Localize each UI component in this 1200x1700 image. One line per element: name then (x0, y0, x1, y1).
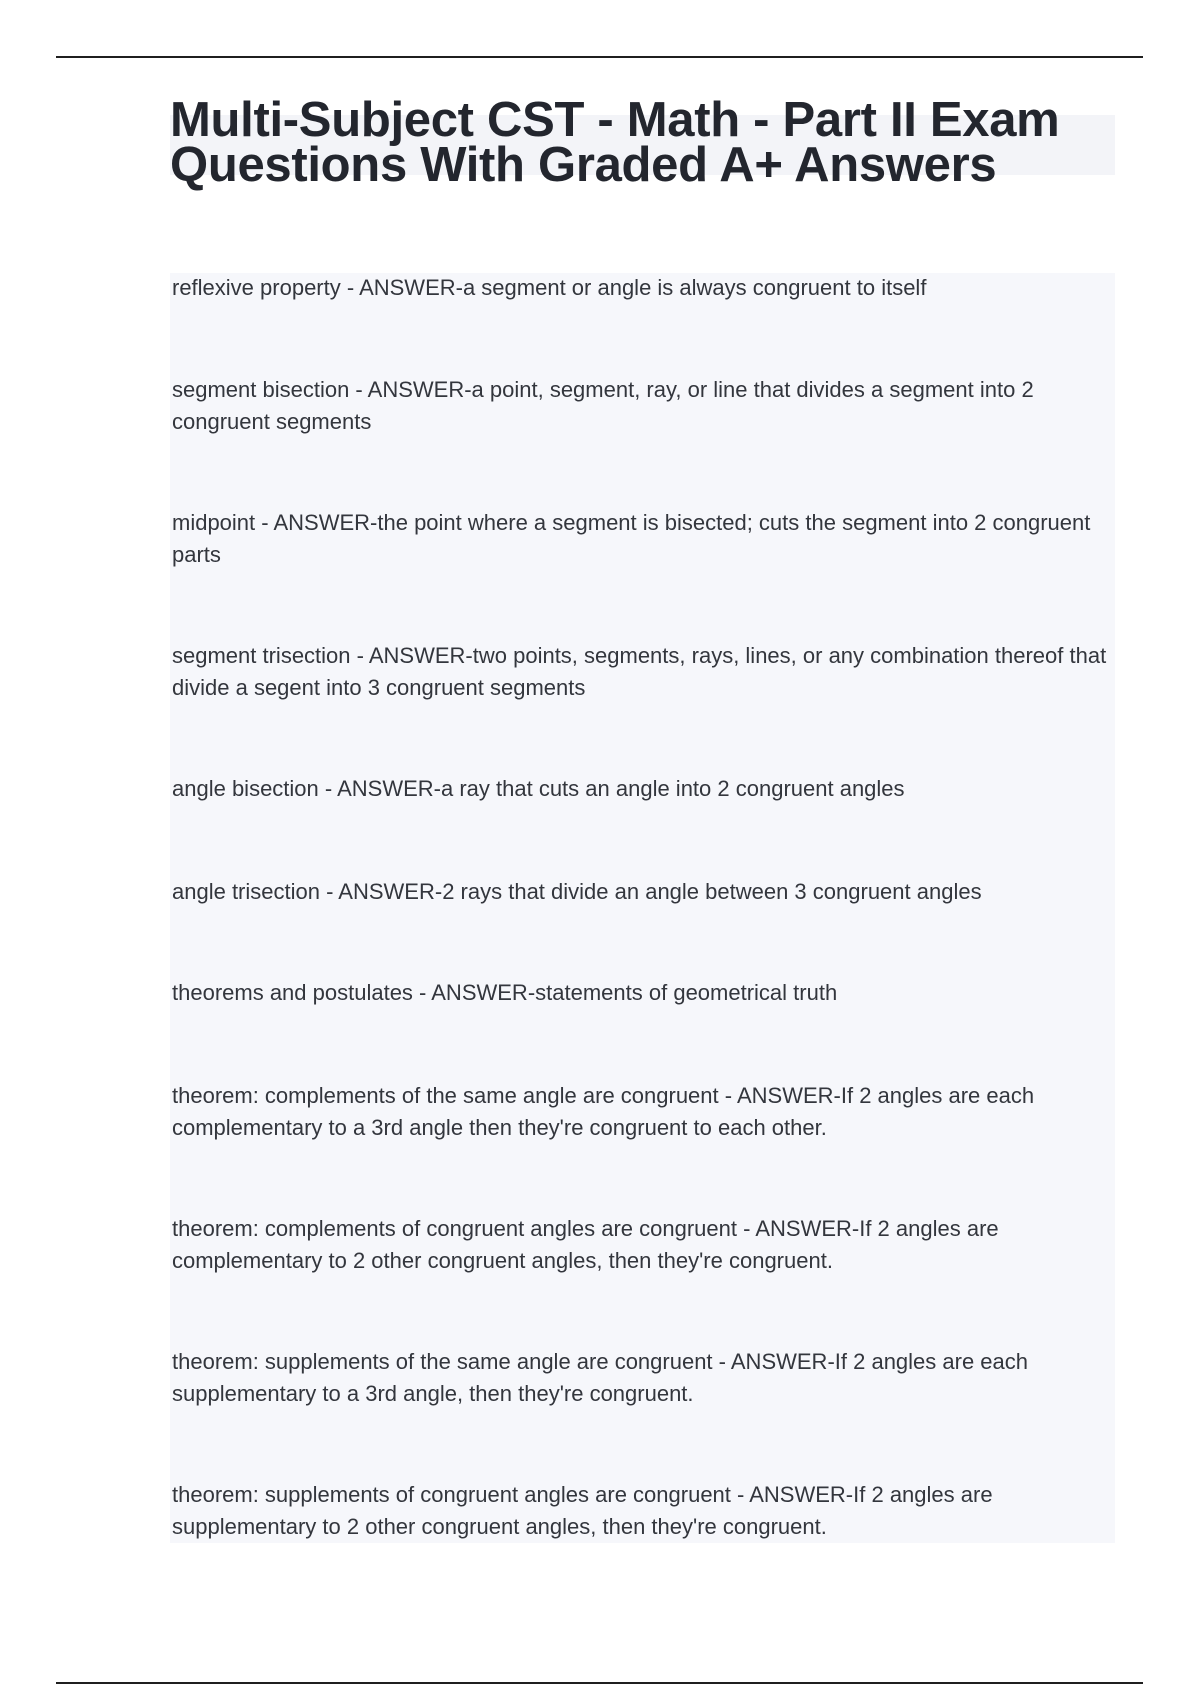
qa-entry-complements-same-angle: theorem: complements of the same angle are congruent - ANSWER-If 2 angles are each complementary to a 3rd angle then they're congruent to each other. (172, 1083, 1035, 1140)
qa-entry-angle-bisection: angle bisection - ANSWER-a ray that cuts an angle into 2 congruent angles (172, 776, 905, 801)
qa-entry-reflexive-property: reflexive property - ANSWER-a segment or angle is always congruent to itself (172, 275, 927, 300)
title-line-2: Questions With Graded A+ Answers (170, 138, 997, 193)
qa-entry-angle-trisection: angle trisection - ANSWER-2 rays that divide an angle between 3 congruent angles (172, 879, 982, 904)
qa-entry-theorems-postulates: theorems and postulates - ANSWER-statements of geometrical truth (172, 980, 838, 1005)
bottom-rule (56, 1682, 1143, 1684)
page-title (170, 93, 1130, 193)
top-rule (56, 56, 1143, 58)
qa-entry-supplements-congruent-angles: theorem: supplements of congruent angles are congruent - ANSWER-If 2 angles are supplementary to 2 other congruent angles, then they're congruent. (172, 1482, 993, 1539)
qa-entry-segment-trisection: segment trisection - ANSWER-two points, segments, rays, lines, or any combination thereof that divide a segent into 3 congruent segments (172, 643, 1107, 700)
qa-entry-supplements-same-angle: theorem: supplements of the same angle are congruent - ANSWER-If 2 angles are each supplementary to a 3rd angle, then they're congruent. (172, 1349, 1029, 1406)
qa-entry-segment-bisection: segment bisection - ANSWER-a point, segment, ray, or line that divides a segment into 2 congruent segments (172, 377, 1034, 434)
qa-entry-complements-congruent-angles: theorem: complements of congruent angles are congruent - ANSWER-If 2 angles are complementary to 2 other congruent angles, then they're congruent. (172, 1216, 999, 1273)
qa-entry-midpoint: midpoint - ANSWER-the point where a segment is bisected; cuts the segment into 2 congruent parts (172, 510, 1091, 567)
title-line-1: Multi-Subject CST - Math - Part II Exam (170, 93, 1060, 147)
